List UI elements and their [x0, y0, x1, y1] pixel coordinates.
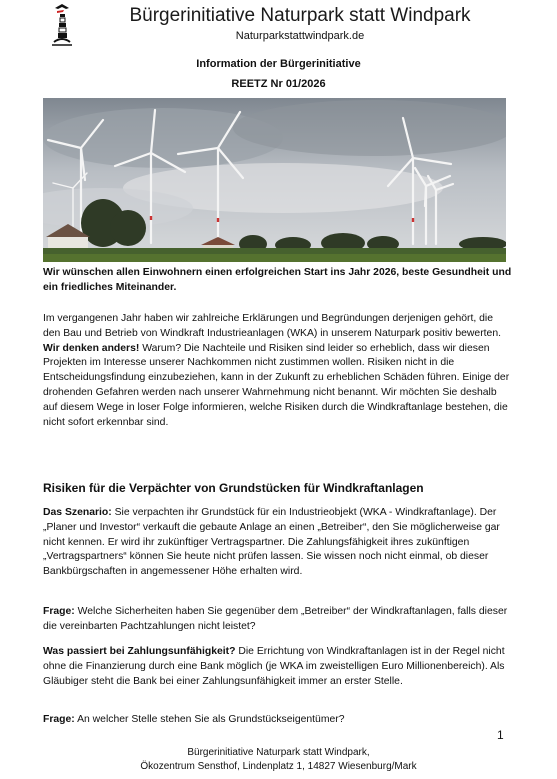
intro-text-continued: Warum? Die Nachteile und Risiken sind leider so erheblich, dass wir diesen Projekten im Interesse unserer Nachkommen nicht zustimmen wollen. Risiken nicht in die Entscheidungsfindung einzubeziehen, kann in der Zukunft zu erheblichen Schäden führen. Einige der drohenden Gefahren werden nach unserer Wahrnehmung nicht benannt. Wir möchten Sie deshalb auf diesem Wege in loser Folge informieren, welche Risiken durch die Windkraftanlage bestehen, die nicht sofort erkennbar sind. — [43, 342, 510, 428]
question-1-label: Frage: — [43, 606, 75, 617]
page-number: 1 — [497, 728, 504, 742]
wind-turbines-photo — [43, 98, 506, 262]
question-2-paragraph — [43, 713, 513, 728]
scenario-label: Das Szenario: — [43, 507, 112, 518]
insolvency-text: Die Errichtung von Windkraftanlagen ist in der Regel nicht ohne die Finanzierung durch eine Bank möglich (je WKA im zweistelligen Euro Millionenbereich). Als Gläubiger steht die Bank bei einer Zahlungsunfähigkeit immer an erster Stelle. — [43, 646, 505, 687]
intro-paragraph — [43, 312, 513, 430]
greeting: Wir wünschen allen Einwohnern einen erfolgreichen Start ins Jahr 2026, beste Gesundheit und ein friedliches Miteinander. — [43, 267, 512, 293]
question-1-paragraph — [43, 605, 513, 635]
organization-name: Bürgerinitiative Naturpark statt Windpark — [129, 5, 471, 26]
footer-line-2: Ökozentrum Sensthof, Lindenplatz 1, 14827 Wiesenburg/Mark — [140, 761, 417, 772]
info-reference: REETZ Nr 01/2026 — [231, 78, 326, 90]
question-1-text: Welche Sicherheiten haben Sie gegenüber dem „Betreiber“ der Windkraftanlagen, falls dieser die vereinbarten Pachtzahlungen nicht leistet? — [43, 606, 508, 632]
insolvency-label: Was passiert bei Zahlungsunfähigkeit? — [43, 646, 236, 657]
website-url: Naturparkstattwindpark.de — [235, 30, 365, 42]
question-2-text: An welcher Stelle stehen Sie als Grundstückseigentümer? — [74, 714, 345, 725]
question-2-label: Frage: — [43, 714, 75, 725]
scenario-text: Sie verpachten ihr Grundstück für ein Industrieobjekt (WKA - Windkraftanlage). Der „Planer und Investor“ verkauft die gebaute Anlage an einen „Betreiber“, den Sie möglicherweise gar nicht kennen. Er wird ihr zukünftiger Vertragspartner. Die Zahlungsfähigkeit ihres zukünftigen „Vertragspartners“ können Sie heute nicht prüfen lassen. Sie wissen noch nicht einmal, ob dieser Bankbürgschaften in angemessener Höhe erhalten wird. — [43, 507, 500, 578]
logo — [49, 2, 75, 46]
scenario-paragraph — [43, 506, 513, 580]
footer-line-1: Bürgerinitiative Naturpark statt Windpark, — [187, 747, 370, 758]
insolvency-paragraph — [43, 645, 513, 689]
section-heading: Risiken für die Verpächter von Grundstücken für Windkraftanlagen — [43, 481, 424, 495]
intro-text: Im vergangenen Jahr haben wir zahlreiche Erklärungen und Begründungen derjenigen gehört, die den Bau und Betrieb von Windkraft Industrieanlagen (WKA) in unserem Naturpark positiv bewerten. — [43, 313, 501, 339]
info-title: Information der Bürgerinitiative — [196, 58, 361, 70]
intro-emphasis: Wir denken anders! — [43, 342, 140, 354]
